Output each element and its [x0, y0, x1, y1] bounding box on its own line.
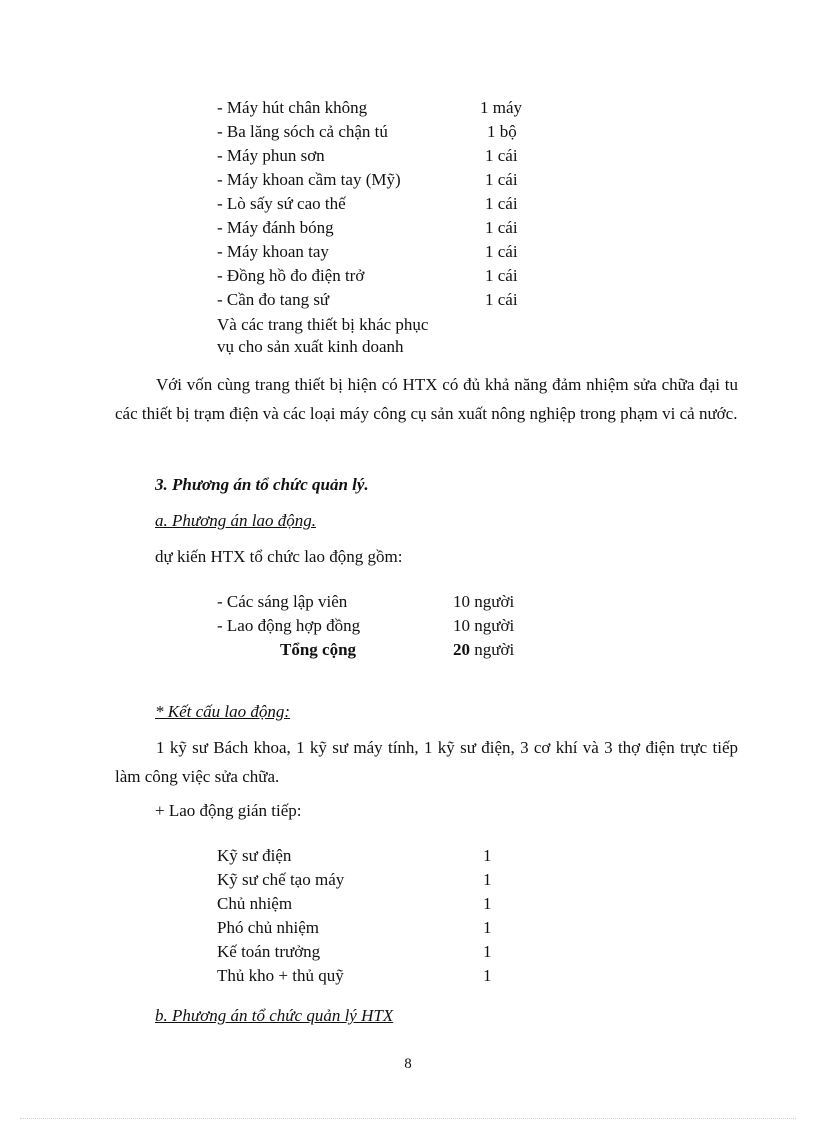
labor-type: - Lao động hợp đồng [217, 616, 361, 635]
equipment-name: - Ba lăng sóch cả chận tú [217, 122, 388, 141]
role-count: 1 [483, 894, 492, 913]
indirect-labor-heading: + Lao động gián tiếp: [155, 801, 302, 820]
equipment-qty: 1 cái [485, 242, 518, 261]
equipment-qty: 1 cái [485, 170, 518, 189]
total-unit: người [470, 640, 515, 659]
equipment-qty: 1 cái [485, 290, 518, 309]
equipment-name: - Cần đo tang sứ [217, 290, 330, 309]
page-number: 8 [404, 1056, 412, 1072]
equipment-name: - Máy phun sơn [217, 146, 325, 165]
section-heading: 3. Phương án tổ chức quản lý. [155, 475, 369, 494]
equipment-qty: 1 cái [485, 218, 518, 237]
role-count: 1 [483, 846, 492, 865]
equipment-note-line2: vụ cho sản xuất kinh doanh [217, 337, 404, 356]
total-number: 20 [453, 640, 470, 659]
equipment-qty: 1 cái [485, 194, 518, 213]
equipment-name: - Máy khoan cầm tay (Mỹ) [217, 170, 401, 189]
role-count: 1 [483, 942, 492, 961]
labor-qty: 10 người [453, 616, 515, 635]
role-name: Kế toán trưởng [217, 942, 321, 961]
role-name: Phó chủ nhiệm [217, 918, 319, 937]
role-count: 1 [483, 918, 492, 937]
total-label: Tổng cộng [280, 640, 357, 659]
equipment-qty: 1 bộ [487, 122, 517, 141]
equipment-qty: 1 cái [485, 266, 518, 285]
role-name: Kỹ sư điện [217, 846, 292, 865]
labor-type: - Các sáng lập viên [217, 592, 348, 611]
equipment-name: - Đồng hồ đo điện trở [217, 266, 365, 285]
equipment-name: - Máy hút chân không [217, 98, 368, 117]
role-name: Kỹ sư chế tạo máy [217, 870, 345, 889]
role-name: Chủ nhiệm [217, 894, 293, 913]
page-bottom-border [20, 1118, 796, 1119]
total-value [453, 638, 514, 662]
subsection-heading: a. Phương án lao động. [155, 511, 316, 530]
labor-qty: 10 người [453, 592, 515, 611]
equipment-name: - Máy khoan tay [217, 242, 329, 261]
equipment-name: - Máy đánh bóng [217, 218, 334, 237]
role-count: 1 [483, 870, 492, 889]
labor-intro: dự kiến HTX tổ chức lao động gồm: [155, 547, 403, 566]
subsection-heading: b. Phương án tổ chức quản lý HTX [155, 1006, 394, 1025]
role-name: Thủ kho + thủ quỹ [217, 966, 344, 985]
equipment-qty: 1 cái [485, 146, 518, 165]
equipment-name: - Lò sấy sứ cao thế [217, 194, 346, 213]
labor-structure-heading: * Kết cấu lao động: [155, 702, 291, 721]
labor-structure-paragraph: 1 kỹ sư Bách khoa, 1 kỹ sư máy tính, 1 kỹ sư điện, 3 cơ khí và 3 thợ điện trực tiếp làm công việc sửa chữa. [115, 738, 738, 786]
capital-paragraph: Với vốn cùng trang thiết bị hiện có HTX có đủ khả năng đảm nhiệm sửa chữa đại tu các thiết bị trạm điện và các loại máy công cụ sản xuất nông nghiệp trong phạm vi cả nước. [115, 375, 738, 423]
role-count: 1 [483, 966, 492, 985]
equipment-qty: 1 máy [480, 98, 523, 117]
equipment-note-line1: Và các trang thiết bị khác phục [217, 315, 429, 334]
